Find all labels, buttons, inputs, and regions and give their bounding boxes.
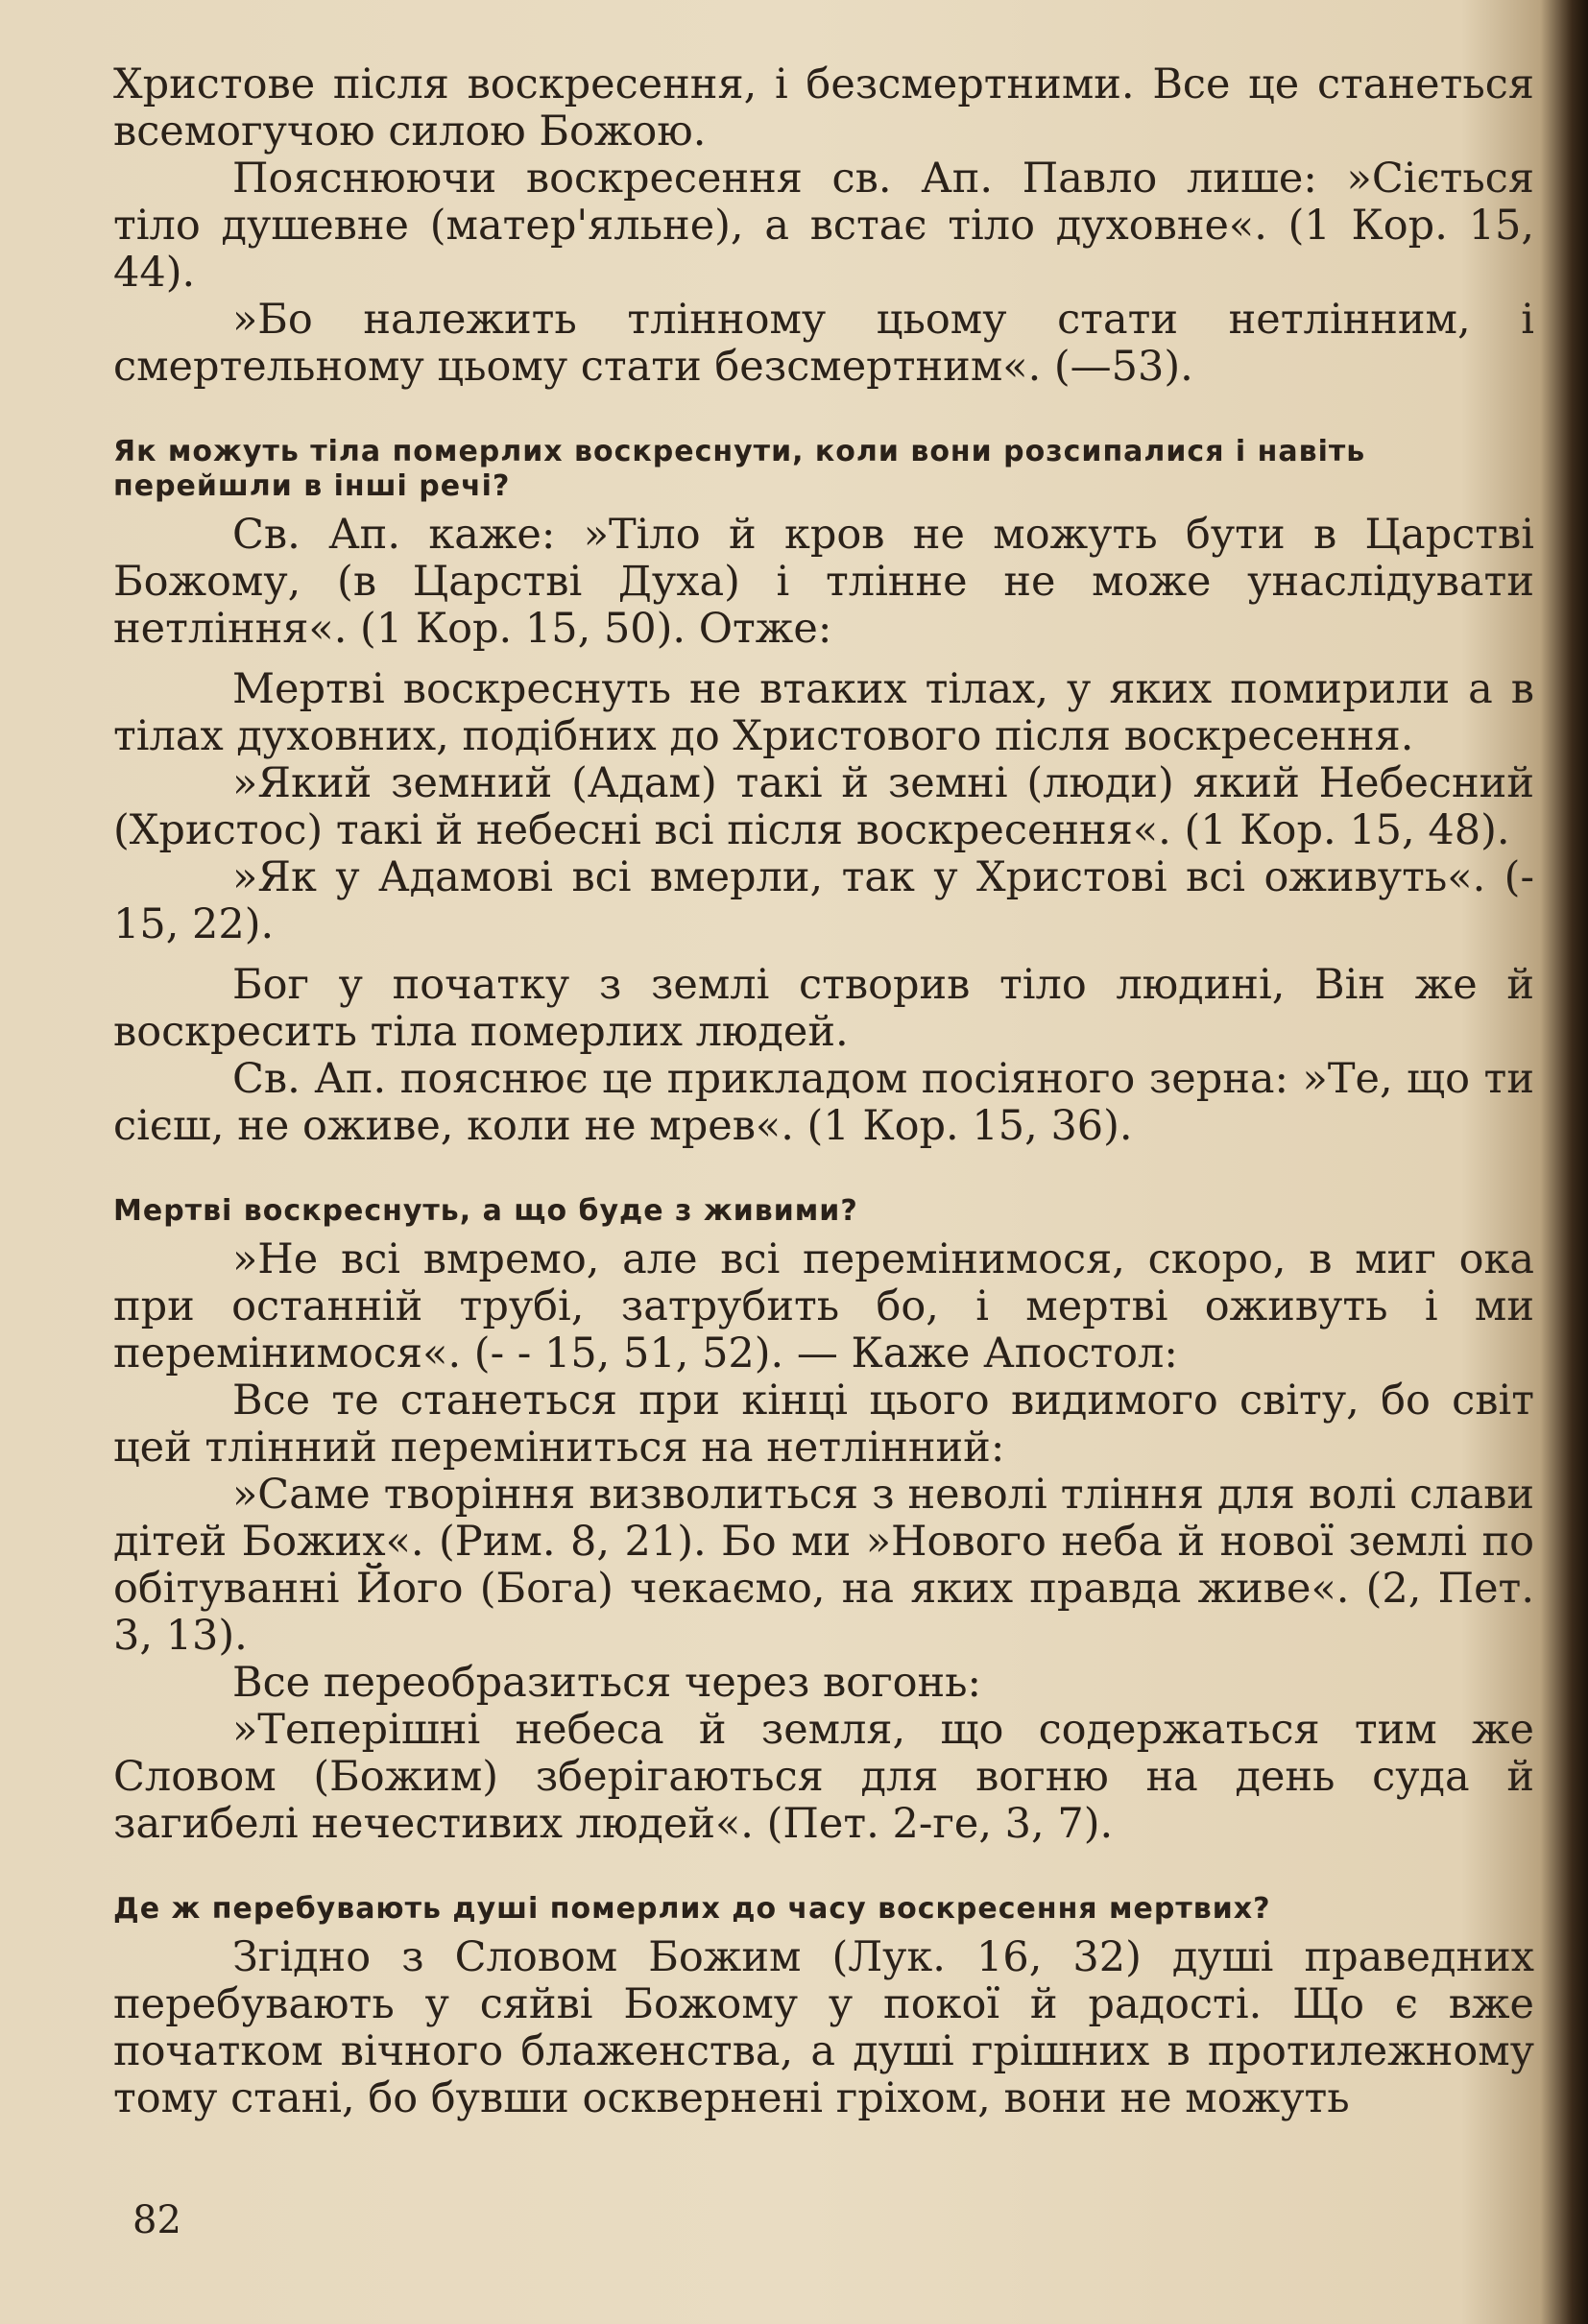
section-question: Мертві воскреснуть, а що буде з живими? xyxy=(113,1194,858,1228)
paragraph: »Який земний (Адам) такі й земні (люди) який Небесний (Христос) такі й небесні всі після воскресення«. (1 Кор. 15, 48). xyxy=(113,759,1534,854)
paragraph: Бог у початку з землі створив тіло людині, Він же й воскресить тіла померлих людей. xyxy=(113,961,1534,1056)
paragraph: »Бо належить тлінному цьому стати нетлінним, і смертельному цьому стати безсмертним«. (—53). xyxy=(113,296,1534,391)
paragraph: »Теперішні небеса й земля, що содержаться тим же Словом (Божим) зберігаються для вогню на день суда й загибелі нечестивих людей«. (Пет. 2-ге, 3, 7). xyxy=(113,1706,1534,1848)
paragraph: »Саме творіння визволиться з неволі тління для волі слави дітей Божих«. (Рим. 8, 21). Бо ми »Нового неба й нової землі по обітуванні Його (Бога) чекаємо, на яких правда живе«. (2, Пет. 3, 13). xyxy=(113,1471,1534,1660)
paragraph: »Як у Адамові всі вмерли, так у Христові всі оживуть«. (- 15, 22). xyxy=(113,853,1534,948)
paragraph: Св. Ап. каже: »Тіло й кров не можуть бути в Царстві Божому, (в Царстві Духа) і тлінне не може унаслідувати нетління«. (1 Кор. 15, 50). Отже: xyxy=(113,511,1534,653)
paragraph: Св. Ап. пояснює це прикладом посіяного зерна: »Те, що ти сієш, не оживе, коли не мрев«. (1 Кор. 15, 36). xyxy=(113,1055,1534,1150)
paragraph: Мертві воскреснуть не втаких тілах, у яких помирили а в тілах духовних, подібних до Христового після воскресення. xyxy=(113,665,1534,760)
paragraph: Все переобразиться через вогонь: xyxy=(232,1659,982,1707)
section-question: Де ж перебувають душі померлих до часу воскресення мертвих? xyxy=(113,1892,1271,1926)
page-text xyxy=(113,61,1534,2122)
paragraph: Пояснюючи воскресення св. Ап. Павло лише: »Сіється тіло душевне (матер'яльне), а встає тіло духовне«. (1 Кор. 15, 44). xyxy=(113,155,1534,297)
paragraph: Згідно з Словом Божим (Лук. 16, 32) душі праведних перебувають у сяйві Божому у покої й радості. Що є вже початком вічного блаженства, а душі грішних в протилежному тому стані, бо бувши осквернені гріхом, вони не можуть xyxy=(113,1933,1534,2122)
section-question: Як можуть тіла померлих воскреснути, коли вони розсипалися і навіть перейшли в інші речі? xyxy=(113,435,1366,503)
paragraph: »Не всі вмремо, але всі перемінимося, скоро, в миг ока при останній трубі, затрубить бо, і мертві оживуть і ми перемінимося«. (- - 15, 51, 52). — Каже Апостол: xyxy=(113,1235,1534,1378)
paragraph: Христове після воскресення, і безсмертними. Все це станеться всемогучою силою Божою. xyxy=(113,60,1534,156)
paragraph: Все те станеться при кінці цього видимого світу, бо світ цей тлінний переміниться на нетлінний: xyxy=(113,1377,1534,1472)
page-number: 82 xyxy=(132,2198,181,2242)
